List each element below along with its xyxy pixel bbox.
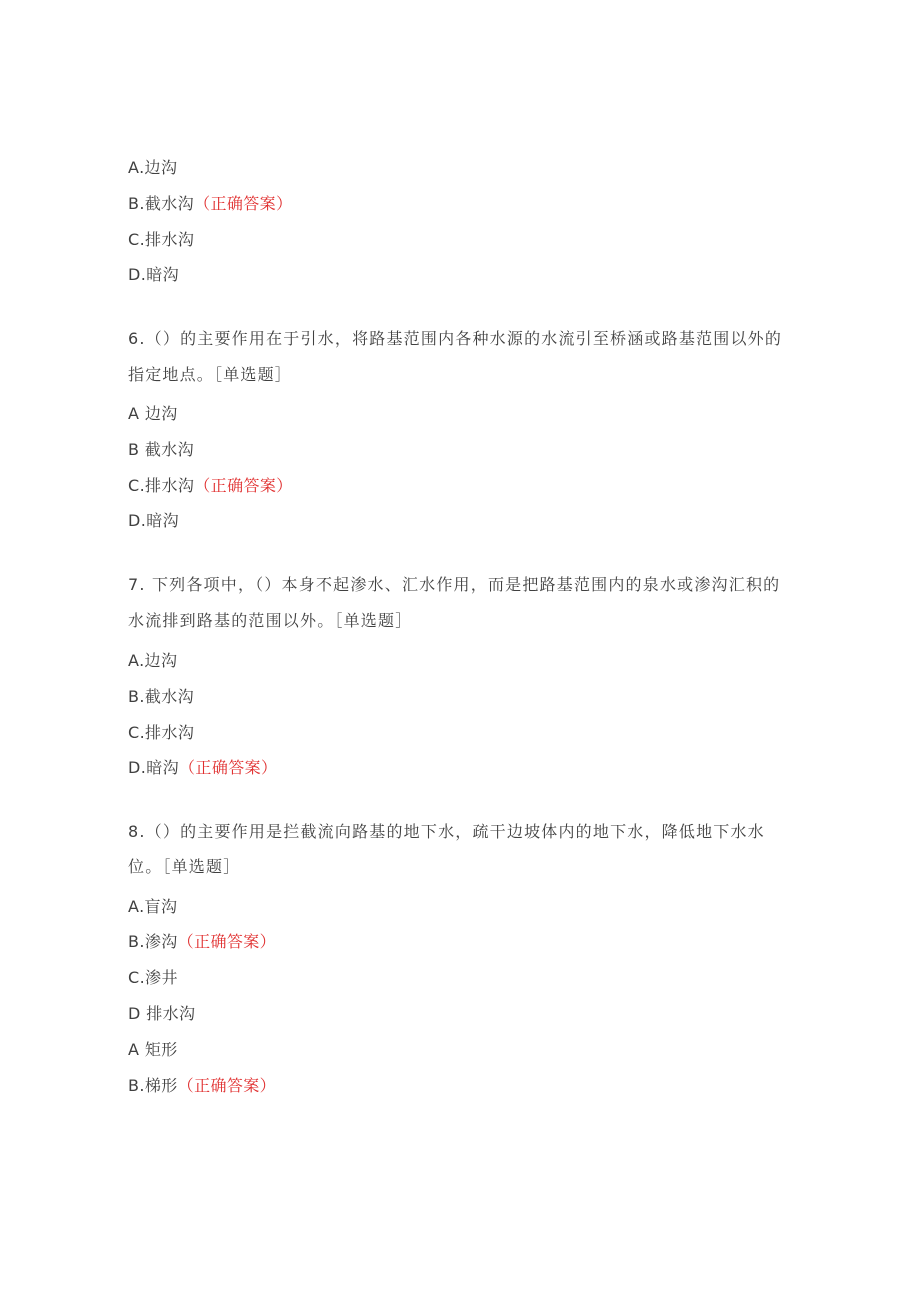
question-8-stem-line-2: 位。［单选题］ xyxy=(128,857,241,876)
option-text: B.渗沟 xyxy=(128,932,178,951)
option-q6-b xyxy=(128,439,194,461)
option-q7-a xyxy=(128,650,177,672)
option-q7-d xyxy=(128,757,277,779)
correct-answer-marker: （正确答案） xyxy=(177,1076,277,1095)
option-q5-d xyxy=(128,264,179,286)
option-next-a xyxy=(128,1039,178,1061)
option-text: D 排水沟 xyxy=(128,1004,196,1023)
question-6-stem-line-1: 6.（）的主要作用在于引水，将路基范围内各种水源的水流引至桥涵或路基范围以外的 xyxy=(128,329,783,348)
option-q6-a xyxy=(128,403,178,425)
option-text: B.梯形 xyxy=(128,1076,178,1095)
correct-answer-marker: （正确答案） xyxy=(177,932,277,951)
option-q5-b xyxy=(128,193,292,215)
option-text: D.暗沟 xyxy=(128,511,180,530)
option-text: A.盲沟 xyxy=(128,897,178,916)
correct-answer-marker: （正确答案） xyxy=(194,476,293,495)
option-q5-c xyxy=(128,229,194,251)
option-text: D.暗沟 xyxy=(128,758,180,777)
option-q7-c xyxy=(128,722,194,744)
question-6-stem-line-2: 指定地点。［单选题］ xyxy=(128,365,293,384)
option-text: A.边沟 xyxy=(128,651,178,670)
option-text: C.排水沟 xyxy=(128,476,195,495)
option-text: A 边沟 xyxy=(128,404,178,423)
option-text: C.渗井 xyxy=(128,968,178,987)
option-next-b xyxy=(128,1075,276,1097)
option-text: A.边沟 xyxy=(128,158,178,177)
question-8-stem-line-1: 8.（）的主要作用是拦截流向路基的地下水，疏干边坡体内的地下水，降低地下水水 xyxy=(128,822,765,841)
option-text: C.排水沟 xyxy=(128,230,195,249)
option-q8-a xyxy=(128,896,177,918)
question-7-stem-line-2: 水流排到路基的范围以外。［单选题］ xyxy=(128,611,413,630)
option-q6-d xyxy=(128,510,179,532)
option-q6-c xyxy=(128,475,293,497)
option-text: B.截水沟 xyxy=(128,194,195,213)
option-text: B.截水沟 xyxy=(128,687,195,706)
option-q8-d xyxy=(128,1003,195,1025)
option-text: B 截水沟 xyxy=(128,440,195,459)
option-q8-c xyxy=(128,967,178,989)
correct-answer-marker: （正确答案） xyxy=(179,758,278,777)
option-text: A 矩形 xyxy=(128,1040,178,1059)
option-q8-b xyxy=(128,931,276,953)
correct-answer-marker: （正确答案） xyxy=(194,194,293,213)
question-7-stem-line-1: 7. 下列各项中，（）本身不起渗水、汇水作用，而是把路基范围内的泉水或渗沟汇积的 xyxy=(128,575,781,594)
option-q7-b xyxy=(128,686,194,708)
option-text: C.排水沟 xyxy=(128,723,195,742)
option-q5-a xyxy=(128,157,177,179)
option-text: D.暗沟 xyxy=(128,265,180,284)
